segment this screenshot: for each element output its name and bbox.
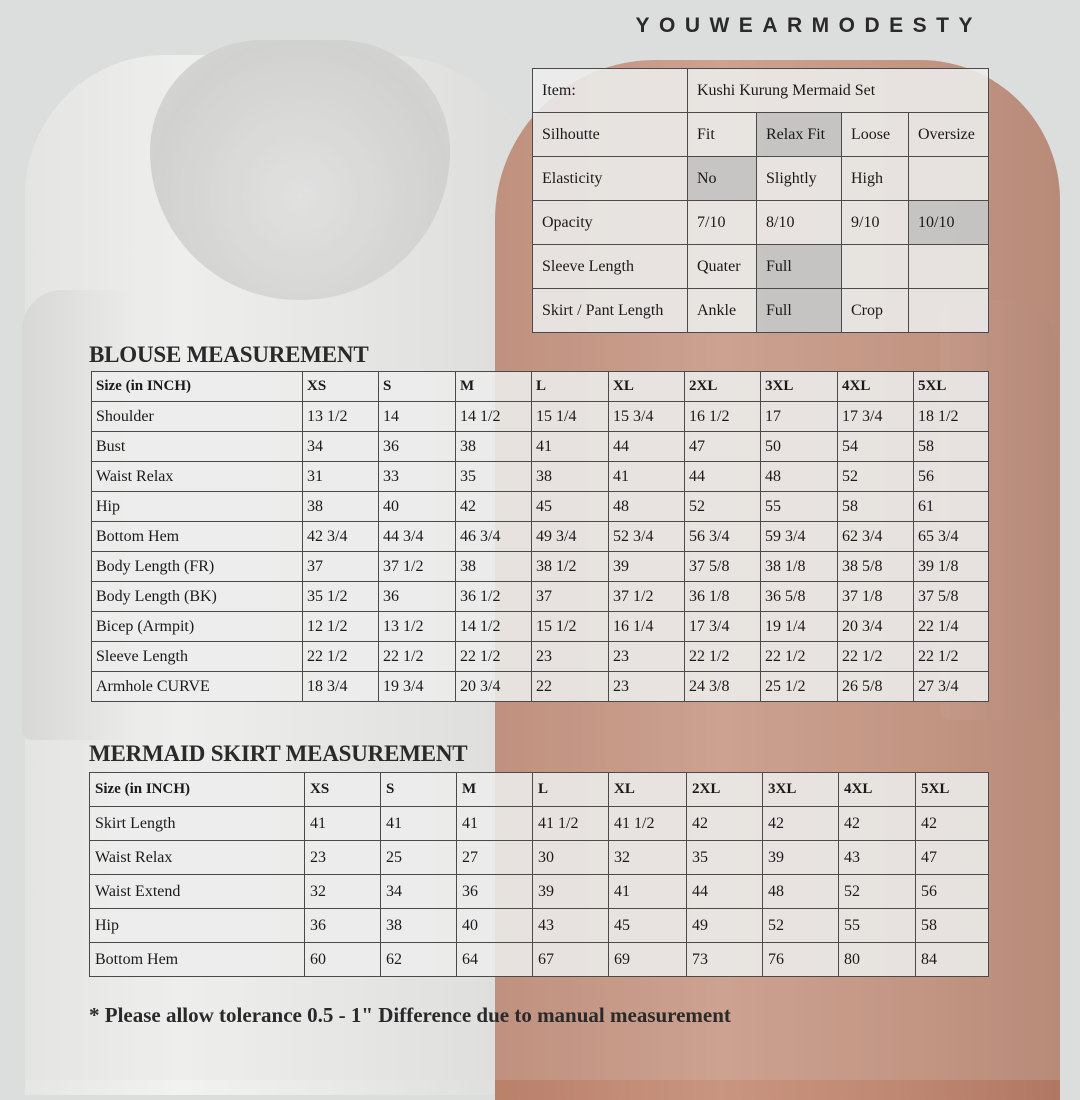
measurement-value: 16 1/2 <box>685 402 761 432</box>
tolerance-note: * Please allow tolerance 0.5 - 1" Difference due to manual measurement <box>89 1003 731 1027</box>
measurement-value: 44 <box>609 432 685 462</box>
size-column-header: L <box>533 773 609 807</box>
measurement-value: 39 <box>533 875 609 909</box>
measurement-value: 22 1/2 <box>303 642 379 672</box>
measurement-value: 41 <box>381 807 457 841</box>
measurement-label: Bottom Hem <box>90 943 305 977</box>
measurement-value: 19 1/4 <box>761 612 838 642</box>
measurement-value: 36 <box>305 909 381 943</box>
measurement-value: 67 <box>533 943 609 977</box>
measurement-value: 62 <box>381 943 457 977</box>
measurement-value: 17 3/4 <box>685 612 761 642</box>
attribute-value: 7/10 <box>688 201 757 245</box>
size-unit-header: Size (in INCH) <box>90 773 305 807</box>
table-row <box>90 875 989 909</box>
measurement-value: 23 <box>609 672 685 702</box>
measurement-value: 40 <box>379 492 456 522</box>
measurement-value: 56 3/4 <box>685 522 761 552</box>
measurement-value: 38 <box>381 909 457 943</box>
measurement-value: 41 <box>532 432 609 462</box>
size-column-header: S <box>379 372 456 402</box>
measurement-label: Shoulder <box>92 402 303 432</box>
measurement-value: 24 3/8 <box>685 672 761 702</box>
measurement-label: Bottom Hem <box>92 522 303 552</box>
attribute-value: Quater <box>688 245 757 289</box>
size-unit-header: Size (in INCH) <box>92 372 303 402</box>
measurement-value: 32 <box>609 841 687 875</box>
measurement-value: 38 <box>532 462 609 492</box>
attribute-value: High <box>842 157 909 201</box>
measurement-value: 17 <box>761 402 838 432</box>
measurement-value: 41 1/2 <box>609 807 687 841</box>
measurement-value: 15 1/2 <box>532 612 609 642</box>
measurement-value: 39 <box>609 552 685 582</box>
measurement-value: 52 <box>763 909 839 943</box>
attribute-value-selected: 10/10 <box>909 201 989 245</box>
measurement-value: 41 <box>457 807 533 841</box>
measurement-value: 37 <box>532 582 609 612</box>
measurement-value: 14 1/2 <box>456 612 532 642</box>
item-attribute-row <box>533 113 989 157</box>
size-column-header: XS <box>303 372 379 402</box>
measurement-value: 38 1/2 <box>532 552 609 582</box>
measurement-value: 41 <box>609 875 687 909</box>
measurement-value: 52 3/4 <box>609 522 685 552</box>
measurement-value: 23 <box>305 841 381 875</box>
measurement-value: 37 1/2 <box>379 552 456 582</box>
size-column-header: XL <box>609 773 687 807</box>
item-attribute-row <box>533 289 989 333</box>
measurement-value: 52 <box>839 875 916 909</box>
table-row <box>92 492 989 522</box>
measurement-value: 22 1/2 <box>838 642 914 672</box>
measurement-value: 60 <box>305 943 381 977</box>
measurement-value: 59 3/4 <box>761 522 838 552</box>
measurement-value: 39 1/8 <box>914 552 989 582</box>
measurement-label: Armhole CURVE <box>92 672 303 702</box>
measurement-value: 38 <box>303 492 379 522</box>
measurement-value: 44 <box>687 875 763 909</box>
measurement-value: 65 3/4 <box>914 522 989 552</box>
measurement-value: 19 3/4 <box>379 672 456 702</box>
measurement-value: 31 <box>303 462 379 492</box>
table-row <box>92 552 989 582</box>
measurement-value: 38 <box>456 432 532 462</box>
measurement-value: 37 1/8 <box>838 582 914 612</box>
measurement-value: 22 1/2 <box>914 642 989 672</box>
attribute-value-selected: Full <box>757 289 842 333</box>
measurement-value: 32 <box>305 875 381 909</box>
measurement-value: 36 <box>379 432 456 462</box>
table-row <box>92 612 989 642</box>
attribute-value <box>909 157 989 201</box>
measurement-value: 76 <box>763 943 839 977</box>
attribute-value: Crop <box>842 289 909 333</box>
measurement-value: 48 <box>763 875 839 909</box>
measurement-value: 15 1/4 <box>532 402 609 432</box>
attribute-value: Kushi Kurung Mermaid Set <box>688 69 989 113</box>
skirt-measurement-table <box>89 772 989 977</box>
table-row <box>92 642 989 672</box>
measurement-value: 48 <box>609 492 685 522</box>
measurement-value: 39 <box>763 841 839 875</box>
measurement-value: 30 <box>533 841 609 875</box>
measurement-value: 52 <box>838 462 914 492</box>
item-attribute-row <box>533 245 989 289</box>
item-attribute-row <box>533 157 989 201</box>
table-row <box>90 943 989 977</box>
size-column-header: S <box>381 773 457 807</box>
table-row <box>92 582 989 612</box>
table-row <box>92 462 989 492</box>
blouse-header-row <box>92 372 989 402</box>
measurement-value: 35 1/2 <box>303 582 379 612</box>
measurement-value: 54 <box>838 432 914 462</box>
measurement-value: 43 <box>533 909 609 943</box>
size-column-header: 2XL <box>685 372 761 402</box>
measurement-value: 15 3/4 <box>609 402 685 432</box>
measurement-value: 26 5/8 <box>838 672 914 702</box>
measurement-value: 84 <box>916 943 989 977</box>
measurement-value: 34 <box>381 875 457 909</box>
attribute-value: Loose <box>842 113 909 157</box>
measurement-value: 17 3/4 <box>838 402 914 432</box>
measurement-value: 56 <box>916 875 989 909</box>
measurement-value: 47 <box>916 841 989 875</box>
measurement-value: 25 1/2 <box>761 672 838 702</box>
measurement-value: 36 1/2 <box>456 582 532 612</box>
measurement-value: 42 <box>916 807 989 841</box>
table-row <box>92 522 989 552</box>
measurement-value: 35 <box>456 462 532 492</box>
attribute-value-selected: Relax Fit <box>757 113 842 157</box>
measurement-value: 58 <box>916 909 989 943</box>
measurement-label: Bust <box>92 432 303 462</box>
measurement-value: 62 3/4 <box>838 522 914 552</box>
measurement-value: 64 <box>457 943 533 977</box>
measurement-label: Bicep (Armpit) <box>92 612 303 642</box>
measurement-value: 20 3/4 <box>838 612 914 642</box>
measurement-label: Sleeve Length <box>92 642 303 672</box>
measurement-value: 23 <box>609 642 685 672</box>
measurement-value: 73 <box>687 943 763 977</box>
measurement-value: 38 1/8 <box>761 552 838 582</box>
attribute-value: 9/10 <box>842 201 909 245</box>
measurement-value: 16 1/4 <box>609 612 685 642</box>
measurement-value: 46 3/4 <box>456 522 532 552</box>
attribute-value <box>842 245 909 289</box>
size-column-header: L <box>532 372 609 402</box>
measurement-value: 44 <box>685 462 761 492</box>
size-column-header: M <box>457 773 533 807</box>
measurement-value: 14 <box>379 402 456 432</box>
measurement-value: 22 1/2 <box>685 642 761 672</box>
measurement-value: 40 <box>457 909 533 943</box>
size-column-header: 3XL <box>761 372 838 402</box>
measurement-value: 22 1/2 <box>379 642 456 672</box>
attribute-value <box>909 245 989 289</box>
size-column-header: 4XL <box>839 773 916 807</box>
measurement-value: 22 1/2 <box>761 642 838 672</box>
measurement-value: 58 <box>838 492 914 522</box>
measurement-value: 18 3/4 <box>303 672 379 702</box>
measurement-label: Waist Extend <box>90 875 305 909</box>
measurement-value: 22 <box>532 672 609 702</box>
measurement-value: 22 1/2 <box>456 642 532 672</box>
measurement-label: Hip <box>92 492 303 522</box>
measurement-value: 36 5/8 <box>761 582 838 612</box>
measurement-value: 42 <box>456 492 532 522</box>
measurement-value: 42 <box>839 807 916 841</box>
measurement-value: 34 <box>303 432 379 462</box>
measurement-value: 42 <box>763 807 839 841</box>
measurement-value: 35 <box>687 841 763 875</box>
measurement-value: 44 3/4 <box>379 522 456 552</box>
item-attributes-table <box>532 68 989 333</box>
measurement-value: 49 <box>687 909 763 943</box>
skirt-section-title: MERMAID SKIRT MEASUREMENT <box>89 741 468 766</box>
size-column-header: 5XL <box>914 372 989 402</box>
attribute-value <box>909 289 989 333</box>
measurement-value: 33 <box>379 462 456 492</box>
measurement-value: 45 <box>532 492 609 522</box>
measurement-value: 42 <box>687 807 763 841</box>
measurement-label: Waist Relax <box>90 841 305 875</box>
table-row <box>92 672 989 702</box>
measurement-label: Skirt Length <box>90 807 305 841</box>
size-column-header: M <box>456 372 532 402</box>
attribute-value: Ankle <box>688 289 757 333</box>
measurement-value: 56 <box>914 462 989 492</box>
measurement-value: 55 <box>839 909 916 943</box>
measurement-value: 37 1/2 <box>609 582 685 612</box>
measurement-value: 41 <box>609 462 685 492</box>
attribute-label: Silhoutte <box>533 113 688 157</box>
table-row <box>90 807 989 841</box>
blouse-section-title: BLOUSE MEASUREMENT <box>89 342 369 367</box>
attribute-label: Skirt / Pant Length <box>533 289 688 333</box>
blouse-measurement-table <box>91 371 989 702</box>
size-column-header: 2XL <box>687 773 763 807</box>
measurement-value: 49 3/4 <box>532 522 609 552</box>
size-column-header: 4XL <box>838 372 914 402</box>
item-attribute-row <box>533 201 989 245</box>
table-row <box>92 432 989 462</box>
measurement-value: 14 1/2 <box>456 402 532 432</box>
measurement-value: 45 <box>609 909 687 943</box>
attribute-value: Oversize <box>909 113 989 157</box>
measurement-label: Body Length (FR) <box>92 552 303 582</box>
measurement-value: 13 1/2 <box>379 612 456 642</box>
measurement-value: 36 <box>379 582 456 612</box>
measurement-value: 55 <box>761 492 838 522</box>
measurement-label: Body Length (BK) <box>92 582 303 612</box>
measurement-value: 22 1/4 <box>914 612 989 642</box>
measurement-value: 61 <box>914 492 989 522</box>
measurement-value: 27 3/4 <box>914 672 989 702</box>
measurement-value: 80 <box>839 943 916 977</box>
attribute-label: Sleeve Length <box>533 245 688 289</box>
measurement-value: 12 1/2 <box>303 612 379 642</box>
measurement-value: 20 3/4 <box>456 672 532 702</box>
measurement-value: 36 1/8 <box>685 582 761 612</box>
measurement-value: 41 1/2 <box>533 807 609 841</box>
measurement-value: 41 <box>305 807 381 841</box>
measurement-value: 13 1/2 <box>303 402 379 432</box>
measurement-value: 37 <box>303 552 379 582</box>
measurement-value: 36 <box>457 875 533 909</box>
size-column-header: 3XL <box>763 773 839 807</box>
table-row <box>90 909 989 943</box>
measurement-value: 25 <box>381 841 457 875</box>
brand-name: YOUWEARMODESTY <box>635 14 982 37</box>
measurement-value: 27 <box>457 841 533 875</box>
attribute-label: Opacity <box>533 201 688 245</box>
attribute-value: Slightly <box>757 157 842 201</box>
attribute-value-selected: Full <box>757 245 842 289</box>
size-column-header: XL <box>609 372 685 402</box>
size-column-header: 5XL <box>916 773 989 807</box>
measurement-value: 48 <box>761 462 838 492</box>
measurement-value: 37 5/8 <box>914 582 989 612</box>
measurement-value: 37 5/8 <box>685 552 761 582</box>
table-row <box>92 402 989 432</box>
attribute-label: Elasticity <box>533 157 688 201</box>
measurement-value: 50 <box>761 432 838 462</box>
measurement-value: 38 <box>456 552 532 582</box>
measurement-value: 69 <box>609 943 687 977</box>
attribute-value-selected: No <box>688 157 757 201</box>
attribute-label: Item: <box>533 69 688 113</box>
table-row <box>90 841 989 875</box>
attribute-value: 8/10 <box>757 201 842 245</box>
measurement-value: 58 <box>914 432 989 462</box>
measurement-value: 47 <box>685 432 761 462</box>
skirt-header-row <box>90 773 989 807</box>
item-attribute-row <box>533 69 989 113</box>
measurement-value: 52 <box>685 492 761 522</box>
measurement-label: Waist Relax <box>92 462 303 492</box>
measurement-value: 23 <box>532 642 609 672</box>
attribute-value: Fit <box>688 113 757 157</box>
size-column-header: XS <box>305 773 381 807</box>
measurement-value: 43 <box>839 841 916 875</box>
measurement-value: 18 1/2 <box>914 402 989 432</box>
measurement-value: 38 5/8 <box>838 552 914 582</box>
measurement-value: 42 3/4 <box>303 522 379 552</box>
measurement-label: Hip <box>90 909 305 943</box>
